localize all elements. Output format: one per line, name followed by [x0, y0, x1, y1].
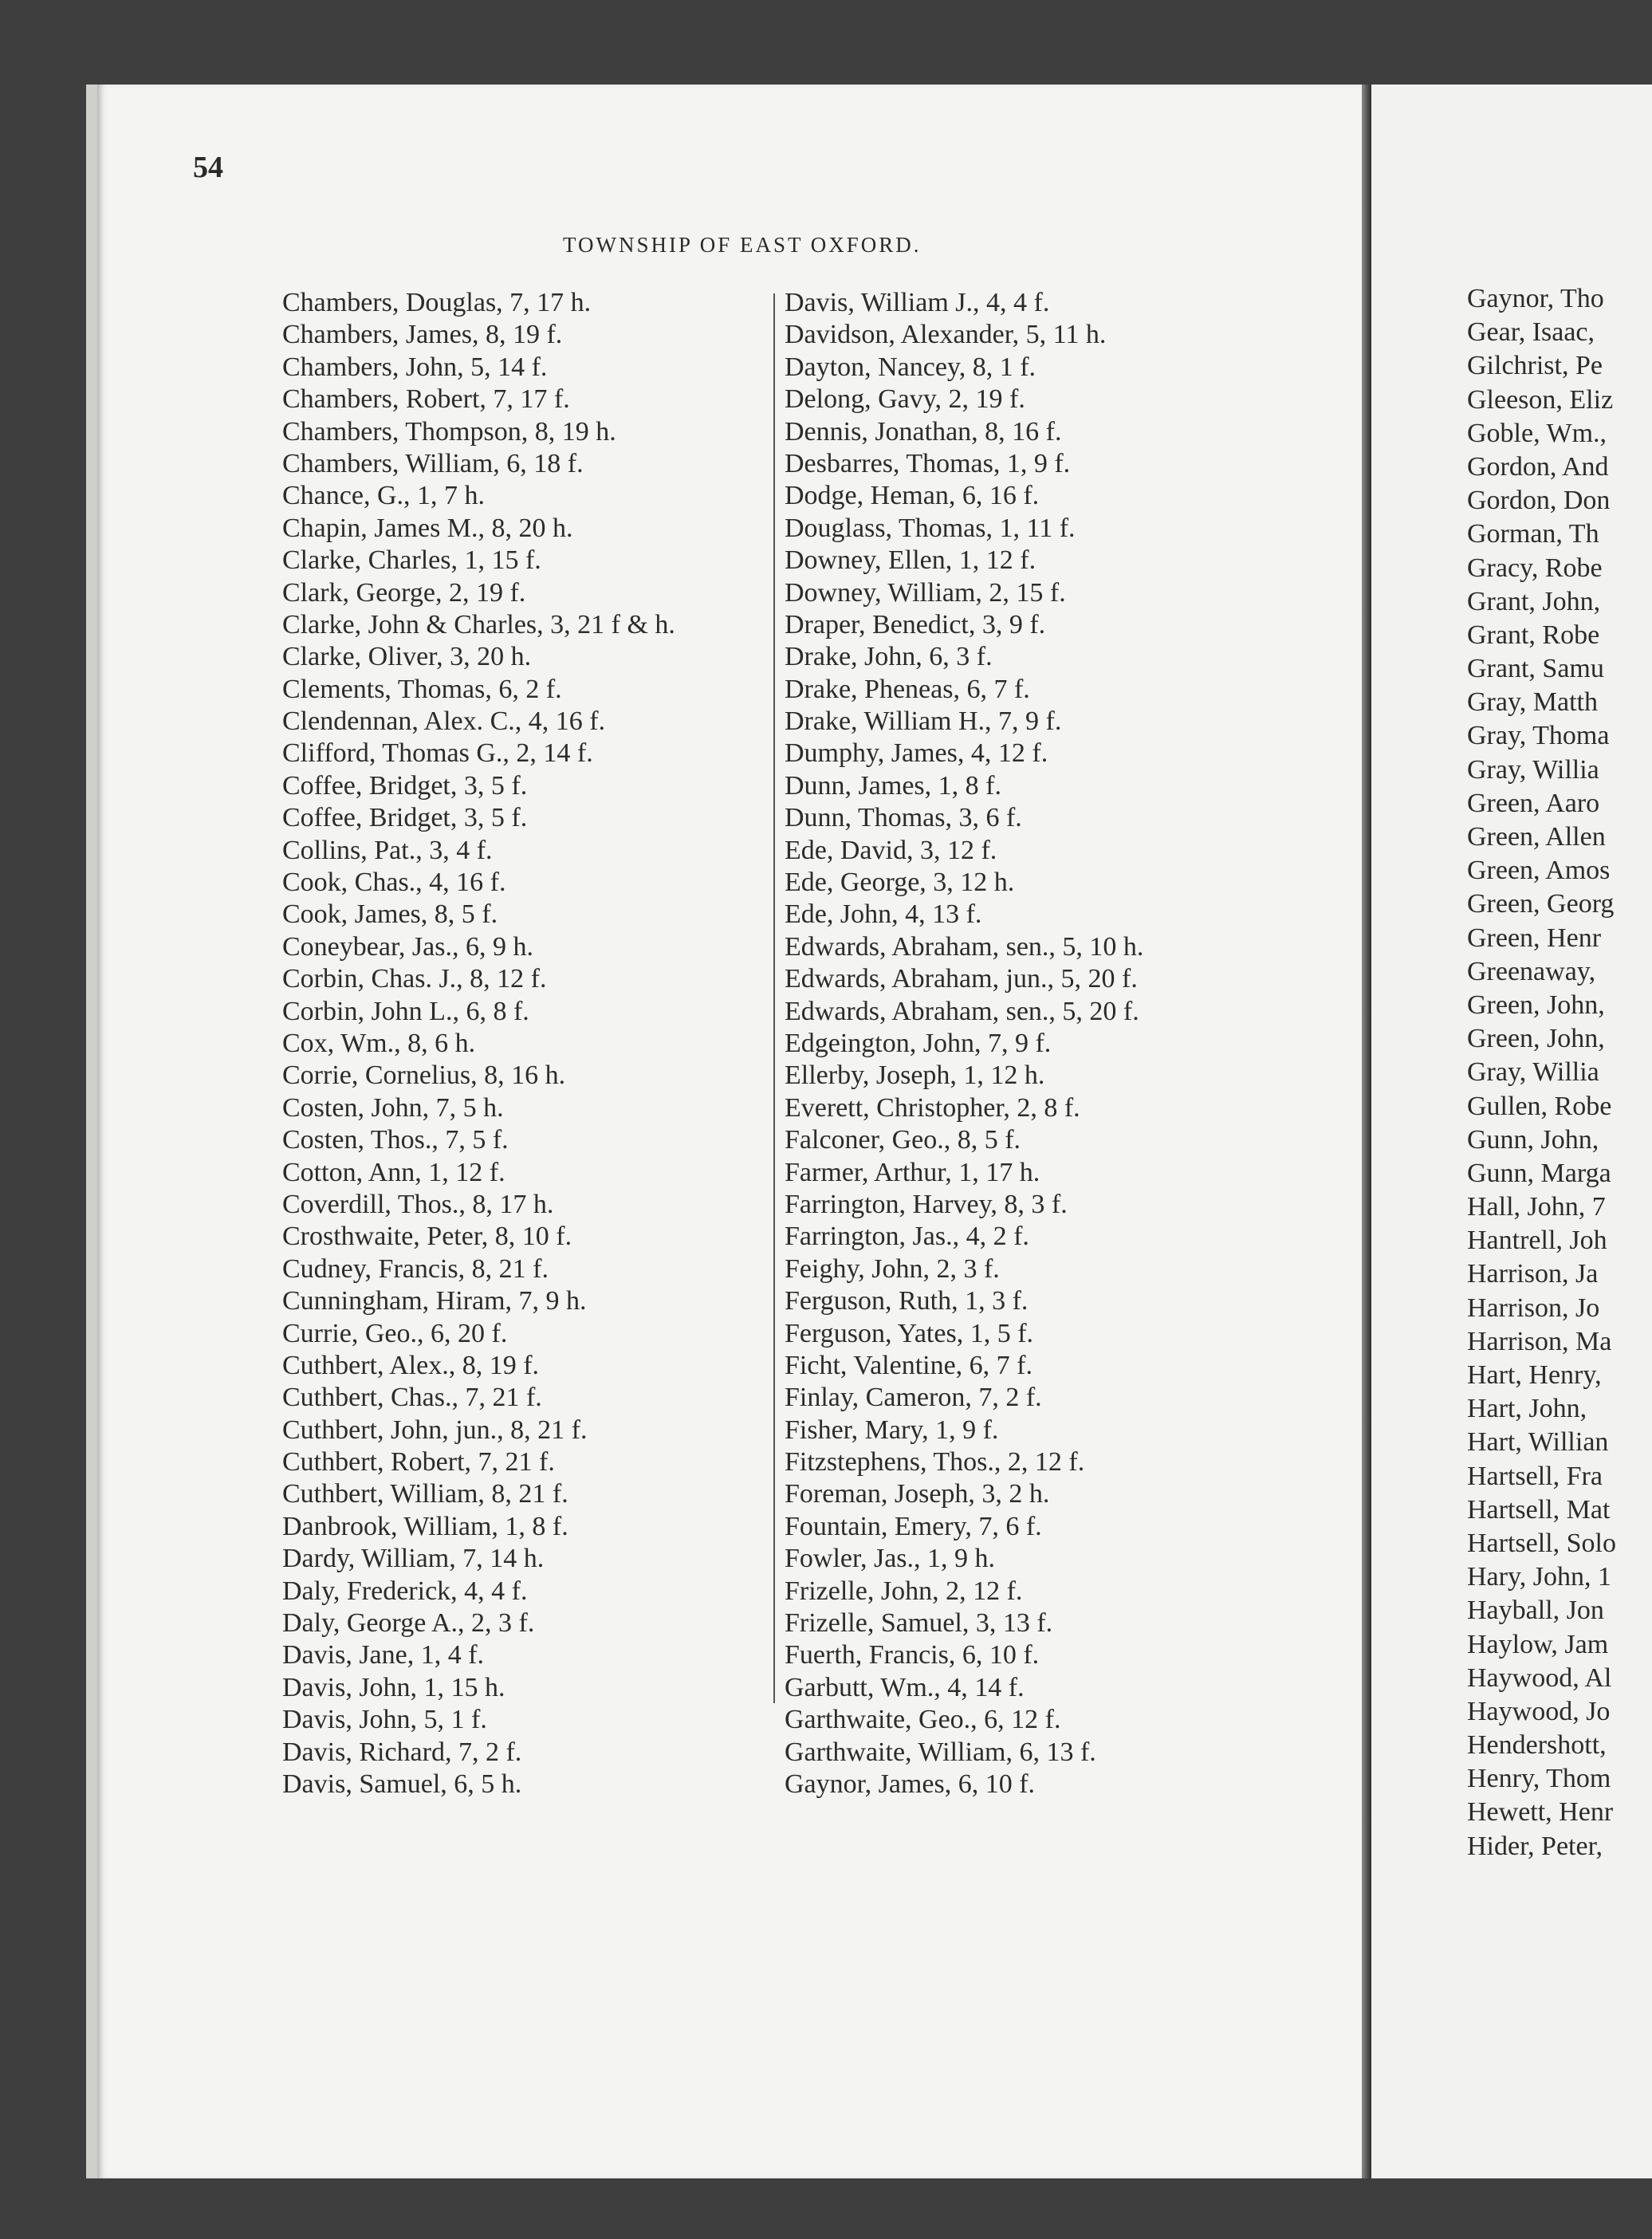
directory-entry: Dunn, Thomas, 3, 6 f.	[785, 803, 1022, 833]
directory-entry: Collins, Pat., 3, 4 f.	[282, 835, 493, 865]
directory-entry: Haywood, Al	[1467, 1663, 1612, 1693]
directory-entry: Ede, John, 4, 13 f.	[785, 899, 982, 930]
directory-entry: Gullen, Robe	[1467, 1091, 1612, 1121]
directory-entry: Everett, Christopher, 2, 8 f.	[785, 1092, 1080, 1123]
directory-entry: Cox, Wm., 8, 6 h.	[282, 1028, 476, 1058]
directory-entry: Drake, William H., 7, 9 f.	[785, 706, 1062, 737]
directory-entry: Hartsell, Fra	[1467, 1461, 1603, 1491]
directory-entry: Fisher, Mary, 1, 9 f.	[785, 1415, 999, 1445]
directory-entry: Hendershott,	[1467, 1730, 1607, 1761]
directory-entry: Grant, Robe	[1467, 620, 1600, 650]
directory-entry: Clifford, Thomas G., 2, 14 f.	[282, 738, 593, 769]
directory-entry: Hart, Henry,	[1467, 1360, 1602, 1390]
directory-entry: Green, John,	[1467, 990, 1605, 1020]
directory-entry: Gray, Willia	[1467, 754, 1599, 785]
directory-entry: Delong, Gavy, 2, 19 f.	[785, 384, 1025, 415]
directory-entry: Ellerby, Joseph, 1, 12 h.	[785, 1060, 1045, 1091]
directory-entry: Danbrook, William, 1, 8 f.	[282, 1511, 568, 1541]
directory-entry: Clements, Thomas, 6, 2 f.	[282, 674, 562, 704]
directory-entry: Gaynor, James, 6, 10 f.	[785, 1769, 1036, 1799]
directory-entry: Garthwaite, Geo., 6, 12 f.	[785, 1705, 1061, 1735]
directory-entry: Dardy, William, 7, 14 h.	[282, 1544, 545, 1574]
book-gutter	[1362, 85, 1371, 2178]
directory-entry: Douglass, Thomas, 1, 11 f.	[785, 513, 1076, 543]
directory-entry: Haylow, Jam	[1467, 1629, 1609, 1659]
directory-entry: Hantrell, Joh	[1467, 1226, 1607, 1256]
directory-entry: Edgeington, John, 7, 9 f.	[785, 1028, 1052, 1058]
directory-entry: Gorman, Th	[1467, 519, 1599, 549]
directory-entry: Chance, G., 1, 7 h.	[282, 481, 486, 511]
directory-entry: Drake, John, 6, 3 f.	[785, 642, 993, 672]
directory-entry: Davis, Samuel, 6, 5 h.	[282, 1769, 522, 1799]
directory-entry: Ede, George, 3, 12 h.	[785, 868, 1015, 898]
directory-entry: Green, Henr	[1467, 923, 1602, 953]
directory-entry: Garbutt, Wm., 4, 14 f.	[785, 1672, 1025, 1702]
directory-entry: Crosthwaite, Peter, 8, 10 f.	[282, 1222, 572, 1252]
directory-entry: Goble, Wm.,	[1467, 418, 1607, 448]
directory-column-2	[785, 287, 1143, 1800]
directory-entry: Gear, Isaac,	[1467, 317, 1595, 348]
directory-entry: Daly, Frederick, 4, 4 f.	[282, 1576, 528, 1606]
column-rule	[773, 293, 775, 1703]
directory-entry: Cotton, Ann, 1, 12 f.	[282, 1157, 505, 1187]
directory-entry: Farrington, Harvey, 8, 3 f.	[785, 1189, 1068, 1219]
directory-entry: Daly, George A., 2, 3 f.	[282, 1608, 535, 1639]
directory-entry: Clarke, Charles, 1, 15 f.	[282, 545, 541, 576]
directory-entry: Haywood, Jo	[1467, 1696, 1611, 1726]
directory-entry: Harrison, Ja	[1467, 1259, 1599, 1289]
directory-entry: Draper, Benedict, 3, 9 f.	[785, 609, 1046, 639]
directory-entry: Hewett, Henr	[1467, 1797, 1614, 1828]
directory-entry: Gracy, Robe	[1467, 553, 1603, 583]
directory-entry: Green, Aaro	[1467, 788, 1600, 818]
page-number: 54	[193, 151, 223, 184]
directory-entry: Coverdill, Thos., 8, 17 h.	[282, 1189, 554, 1219]
directory-entry: Feighy, John, 2, 3 f.	[785, 1253, 1000, 1284]
directory-entry: Downey, William, 2, 15 f.	[785, 577, 1066, 608]
directory-entry: Coneybear, Jas., 6, 9 h.	[282, 931, 533, 962]
directory-entry: Gunn, John,	[1467, 1124, 1599, 1155]
directory-entry: Henry, Thom	[1467, 1764, 1611, 1794]
directory-entry: Corbin, Chas. J., 8, 12 f.	[282, 964, 547, 994]
directory-entry: Hart, John,	[1467, 1394, 1587, 1424]
directory-entry: Gray, Thoma	[1467, 721, 1610, 751]
directory-entry: Green, John,	[1467, 1024, 1605, 1054]
directory-entry: Frizelle, John, 2, 12 f.	[785, 1576, 1023, 1606]
directory-entry: Ferguson, Ruth, 1, 3 f.	[785, 1286, 1029, 1316]
directory-entry: Harrison, Jo	[1467, 1293, 1600, 1323]
running-head: TOWNSHIP OF EAST OXFORD.	[563, 233, 922, 257]
directory-entry: Corbin, John L., 6, 8 f.	[282, 996, 529, 1026]
directory-entry: Green, Georg	[1467, 889, 1615, 919]
directory-entry: Davidson, Alexander, 5, 11 h.	[785, 320, 1107, 350]
directory-entry: Hayball, Jon	[1467, 1596, 1604, 1626]
directory-entry: Gray, Matth	[1467, 687, 1598, 718]
directory-entry: Foreman, Joseph, 3, 2 h.	[785, 1479, 1050, 1509]
directory-entry: Chambers, John, 5, 14 f.	[282, 352, 548, 382]
directory-entry: Cuthbert, John, jun., 8, 21 f.	[282, 1415, 588, 1445]
directory-entry: Chambers, Douglas, 7, 17 h.	[282, 288, 592, 317]
directory-entry: Cudney, Francis, 8, 21 f.	[282, 1253, 549, 1284]
directory-entry: Hary, John, 1	[1467, 1562, 1611, 1592]
directory-entry: Harrison, Ma	[1467, 1326, 1612, 1356]
directory-entry: Green, Amos	[1467, 856, 1611, 886]
directory-entry: Green, Allen	[1467, 822, 1606, 852]
directory-entry: Corrie, Cornelius, 8, 16 h.	[282, 1060, 566, 1091]
directory-entry: Desbarres, Thomas, 1, 9 f.	[785, 448, 1071, 478]
directory-entry: Farrington, Jas., 4, 2 f.	[785, 1222, 1029, 1252]
directory-entry: Davis, Richard, 7, 2 f.	[282, 1737, 522, 1767]
directory-entry: Ficht, Valentine, 6, 7 f.	[785, 1350, 1032, 1380]
directory-entry: Gunn, Marga	[1467, 1158, 1611, 1188]
directory-entry: Cunningham, Hiram, 7, 9 h.	[282, 1286, 587, 1316]
directory-entry: Davis, William J., 4, 4 f.	[785, 288, 1050, 317]
directory-entry: Costen, John, 7, 5 h.	[282, 1092, 504, 1123]
directory-entry: Downey, Ellen, 1, 12 f.	[785, 545, 1036, 576]
directory-entry: Chambers, Robert, 7, 17 f.	[282, 384, 570, 415]
directory-entry: Cuthbert, Alex., 8, 19 f.	[282, 1350, 540, 1380]
directory-entry: Cook, Chas., 4, 16 f.	[282, 868, 506, 898]
directory-entry: Gray, Willia	[1467, 1057, 1599, 1088]
directory-entry: Clarke, John & Charles, 3, 21 f & h.	[282, 609, 675, 639]
directory-entry: Dennis, Jonathan, 8, 16 f.	[785, 416, 1062, 447]
directory-entry: Gordon, Don	[1467, 486, 1611, 516]
directory-entry: Dumphy, James, 4, 12 f.	[785, 738, 1048, 769]
directory-entry: Grant, John,	[1467, 586, 1601, 616]
directory-entry: Davis, John, 5, 1 f.	[282, 1705, 487, 1735]
directory-entry: Davis, John, 1, 15 h.	[282, 1672, 505, 1702]
directory-entry: Gordon, And	[1467, 451, 1609, 482]
directory-entry: Falconer, Geo., 8, 5 f.	[785, 1125, 1021, 1155]
directory-entry: Coffee, Bridget, 3, 5 f.	[282, 803, 528, 833]
directory-entry: Chapin, James M., 8, 20 h.	[282, 513, 573, 543]
directory-entry: Coffee, Bridget, 3, 5 f.	[282, 770, 528, 801]
directory-column-1	[282, 287, 675, 1800]
directory-entry: Cuthbert, Chas., 7, 21 f.	[282, 1383, 542, 1413]
directory-entry: Gaynor, Tho	[1467, 284, 1604, 313]
directory-entry: Farmer, Arthur, 1, 17 h.	[785, 1157, 1040, 1187]
directory-entry: Cuthbert, William, 8, 21 f.	[282, 1479, 568, 1509]
directory-entry: Hartsell, Mat	[1467, 1494, 1611, 1525]
directory-entry: Dunn, James, 1, 8 f.	[785, 770, 1001, 801]
directory-entry: Chambers, James, 8, 19 f.	[282, 320, 563, 350]
directory-entry: Fitzstephens, Thos., 2, 12 f.	[785, 1447, 1085, 1478]
directory-entry: Chambers, William, 6, 18 f.	[282, 448, 584, 478]
directory-entry: Greenaway,	[1467, 956, 1596, 986]
directory-entry: Ferguson, Yates, 1, 5 f.	[785, 1318, 1034, 1348]
directory-entry: Hart, Willian	[1467, 1427, 1609, 1458]
directory-entry: Hartsell, Solo	[1467, 1528, 1616, 1558]
directory-entry: Fowler, Jas., 1, 9 h.	[785, 1544, 996, 1574]
directory-entry: Hider, Peter,	[1467, 1831, 1603, 1861]
directory-entry: Drake, Pheneas, 6, 7 f.	[785, 674, 1030, 704]
directory-entry: Hall, John, 7	[1467, 1192, 1606, 1222]
directory-entry: Dayton, Nancey, 8, 1 f.	[785, 352, 1036, 382]
directory-entry: Fuerth, Francis, 6, 10 f.	[785, 1640, 1040, 1670]
directory-entry: Edwards, Abraham, sen., 5, 10 h.	[785, 931, 1144, 962]
directory-entry: Clarke, Oliver, 3, 20 h.	[282, 642, 532, 672]
directory-entry: Davis, Jane, 1, 4 f.	[282, 1640, 485, 1670]
directory-entry: Dodge, Heman, 6, 16 f.	[785, 481, 1040, 511]
directory-entry: Cuthbert, Robert, 7, 21 f.	[282, 1447, 555, 1478]
directory-entry: Ede, David, 3, 12 f.	[785, 835, 997, 865]
directory-entry: Edwards, Abraham, sen., 5, 20 f.	[785, 996, 1139, 1026]
directory-entry: Gleeson, Eliz	[1467, 384, 1614, 415]
directory-entry: Garthwaite, William, 6, 13 f.	[785, 1737, 1096, 1767]
directory-entry: Edwards, Abraham, jun., 5, 20 f.	[785, 964, 1138, 994]
directory-entry: Fountain, Emery, 7, 6 f.	[785, 1511, 1042, 1541]
directory-entry: Cook, James, 8, 5 f.	[282, 899, 498, 930]
directory-entry: Currie, Geo., 6, 20 f.	[282, 1318, 508, 1348]
left-page	[86, 85, 1373, 2178]
directory-entry: Costen, Thos., 7, 5 f.	[282, 1125, 509, 1155]
directory-entry: Grant, Samu	[1467, 654, 1604, 684]
directory-entry: Gilchrist, Pe	[1467, 351, 1603, 381]
directory-column-3	[1467, 282, 1616, 1863]
directory-entry: Frizelle, Samuel, 3, 13 f.	[785, 1608, 1053, 1639]
directory-entry: Clark, George, 2, 19 f.	[282, 577, 526, 608]
directory-entry: Finlay, Cameron, 7, 2 f.	[785, 1383, 1042, 1413]
directory-entry: Chambers, Thompson, 8, 19 h.	[282, 416, 616, 447]
directory-entry: Clendennan, Alex. C., 4, 16 f.	[282, 706, 606, 737]
